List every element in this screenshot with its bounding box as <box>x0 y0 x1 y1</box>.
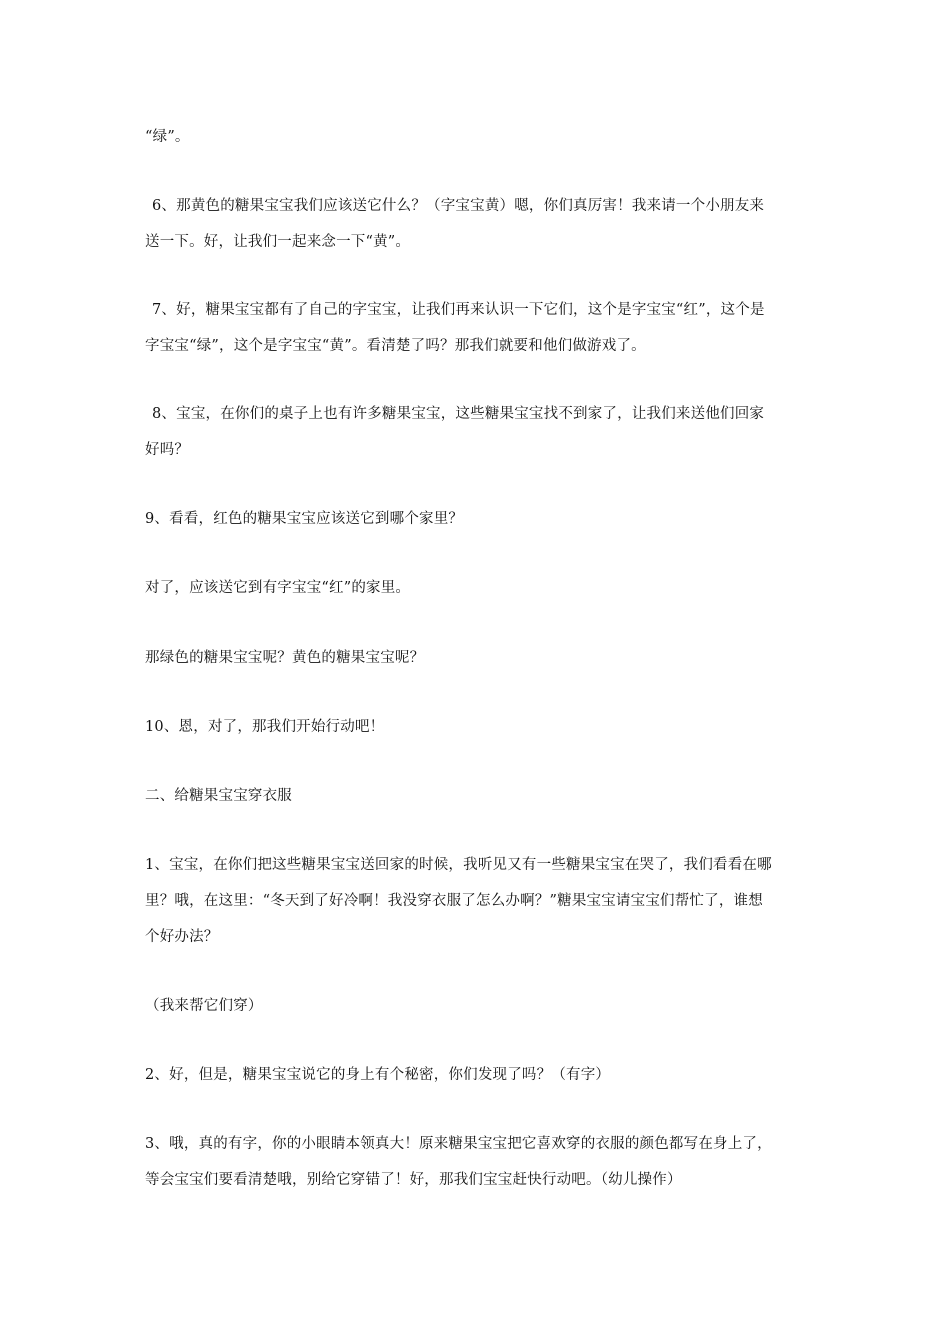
text-line-step-7b: 字宝宝“绿”，这个是字宝宝“黄”。看清楚了吗？那我们就要和他们做游戏了。 <box>145 338 646 354</box>
text-line-part2-step-1a: 1、宝宝，在你们把这些糖果宝宝送回家的时候，我听见又有一些糖果宝宝在哭了，我们看看在哪 <box>145 857 772 873</box>
text-line-part2-step-2: 2、好，但是，糖果宝宝说它的身上有个秘密，你们发现了吗？（有字） <box>145 1067 611 1083</box>
section-heading-dress-candy: 二、给糖果宝宝穿衣服 <box>145 788 292 804</box>
text-line-green-quote: “绿”。 <box>145 129 190 145</box>
text-line-part2-step-1c: 个好办法？ <box>145 929 219 945</box>
text-line-step-10: 10、恩，对了，那我们开始行动吧！ <box>145 719 385 735</box>
text-line-part2-step-3b: 等会宝宝们要看清楚哦，别给它穿错了！好，那我们宝宝赶快行动吧。（幼儿操作） <box>145 1172 682 1188</box>
text-line-step-8b: 好吗？ <box>145 442 190 458</box>
text-line-part2-step-1b: 里？哦，在这里：“冬天到了好冷啊！我没穿衣服了怎么办啊？”糖果宝宝请宝宝们帮忙了，谁想 <box>145 893 763 909</box>
text-line-child-response: （我来帮它们穿） <box>145 998 263 1014</box>
text-line-step-6a: 6、那黄色的糖果宝宝我们应该送它什么？（字宝宝黄）嗯，你们真厉害！我来请一个小朋友来 <box>152 198 765 214</box>
text-line-step-7a: 7、好，糖果宝宝都有了自己的字宝宝，让我们再来认识一下它们，这个是字宝宝“红”，这个是 <box>152 302 765 318</box>
text-line-answer-red: 对了，应该送它到有字宝宝“红”的家里。 <box>145 580 411 596</box>
text-line-step-8a: 8、宝宝，在你们的桌子上也有许多糖果宝宝，这些糖果宝宝找不到家了，让我们来送他们回家 <box>152 406 765 422</box>
text-line-part2-step-3a: 3、哦，真的有字，你的小眼睛本领真大！原来糖果宝宝把它喜欢穿的衣服的颜色都写在身上了， <box>145 1136 772 1152</box>
text-line-step-9: 9、看看，红色的糖果宝宝应该送它到哪个家里？ <box>145 511 464 527</box>
text-line-question-green-yellow: 那绿色的糖果宝宝呢？黄色的糖果宝宝呢？ <box>145 650 425 666</box>
text-line-step-6b: 送一下。好，让我们一起来念一下“黄”。 <box>145 234 411 250</box>
